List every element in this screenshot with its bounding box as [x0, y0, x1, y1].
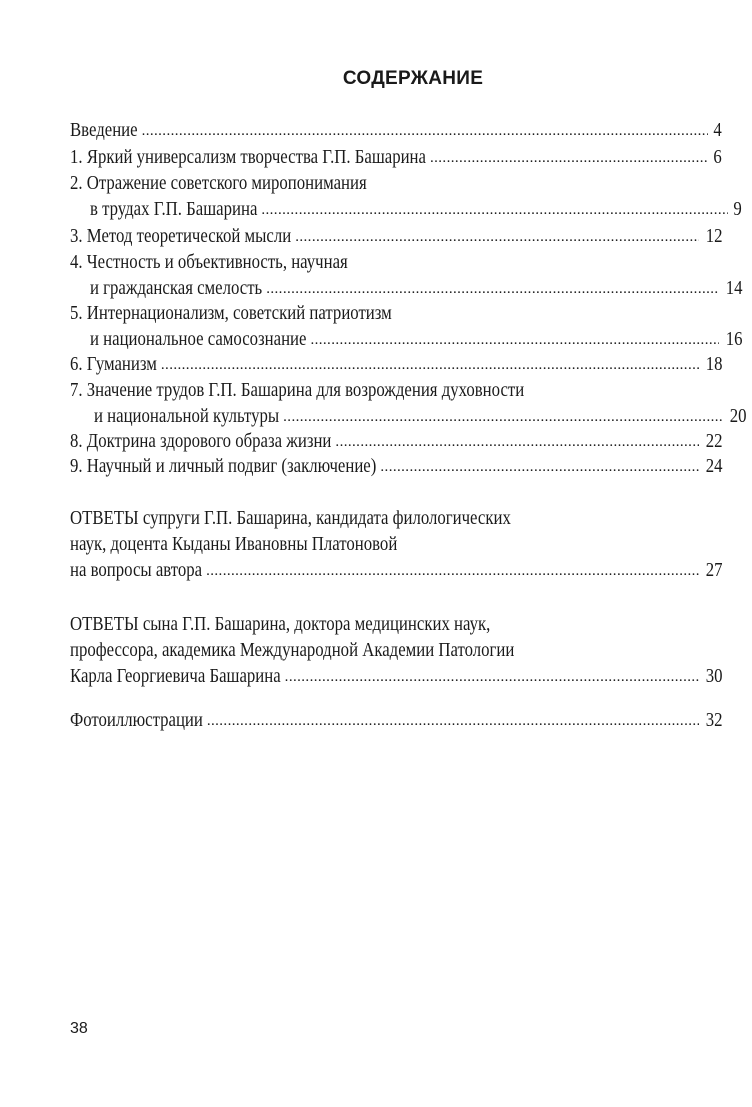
toc-entry-line [70, 224, 722, 250]
toc-entry-line [70, 404, 746, 430]
toc-entry-line [70, 250, 722, 276]
toc-entry-text: 4. Честность и объективность, научная [70, 252, 348, 273]
toc-page-number: 27 [705, 560, 722, 581]
dot-leader [283, 404, 722, 430]
toc-page-number: 16 [725, 329, 742, 350]
toc-entry-line [70, 378, 722, 404]
toc-entry-line [70, 708, 722, 734]
toc-page-number: 24 [705, 456, 722, 477]
toc-entry-text: 1. Яркий универсализм творчества Г.П. Башарина [70, 147, 426, 168]
toc-entry-text: 2. Отражение советского миропонимания [70, 173, 367, 194]
toc-entry-line [70, 532, 722, 558]
toc-entry-text: и национальное самосознание [90, 329, 307, 350]
toc-entry-text: 9. Научный и личный подвиг (заключение) [70, 456, 377, 477]
toc-entry-text: ОТВЕТЫ супруги Г.П. Башарина, кандидата филологических [70, 508, 511, 529]
dot-leader [161, 352, 699, 378]
toc-page-number: 6 [713, 147, 722, 168]
toc-entry-text: 7. Значение трудов Г.П. Башарина для возрождения духовности [70, 380, 525, 401]
dot-leader [285, 664, 699, 690]
toc-entry-line [70, 301, 722, 327]
dot-leader [206, 558, 698, 584]
toc-page-number: 4 [713, 120, 722, 141]
dot-leader [142, 118, 709, 144]
toc-entry-line [70, 276, 742, 302]
dot-leader [430, 145, 708, 171]
toc-entry-text: в трудах Г.П. Башарина [90, 199, 258, 220]
toc-entry-line [70, 145, 722, 171]
toc-entry-text: ОТВЕТЫ сына Г.П. Башарина, доктора медицинских наук, [70, 614, 491, 635]
toc-entry-line [70, 558, 722, 584]
toc-entry-text: и национальной культуры [94, 406, 280, 427]
toc-entry-line [70, 327, 742, 353]
toc-entry-text: Введение [70, 120, 138, 141]
toc-entry-text: 3. Метод теоретической мысли [70, 226, 292, 247]
toc-entry-line [70, 429, 722, 455]
toc-page-number: 20 [729, 406, 746, 427]
toc-entry-text: наук, доцента Кыданы Ивановны Платоновой [70, 534, 398, 555]
toc-entry-line [70, 197, 742, 223]
dot-leader [335, 429, 698, 455]
dot-leader [207, 708, 699, 734]
toc-entry-text: 8. Доктрина здорового образа жизни [70, 431, 332, 452]
toc-entry-line [70, 352, 722, 378]
toc-entry-line [70, 638, 722, 664]
toc-page-number: 30 [705, 666, 722, 687]
toc-entry-line [70, 664, 722, 690]
dot-leader [261, 197, 728, 223]
toc-entry-line [70, 612, 722, 638]
page-number: 38 [70, 1020, 88, 1037]
toc-page-number: 18 [705, 354, 722, 375]
dot-leader [380, 454, 698, 480]
toc-entry-text: Фотоиллюстрации [70, 710, 203, 731]
toc-page-number: 32 [705, 710, 722, 731]
toc-entry-text: на вопросы автора [70, 560, 203, 581]
toc-page-number: 14 [725, 278, 742, 299]
toc-entry-text: профессора, академика Международной Академии Патологии [70, 640, 515, 661]
toc-entry-text: 5. Интернационализм, советский патриотизм [70, 303, 392, 324]
toc-entry-line [70, 171, 722, 197]
toc-entry-text: Карла Георгиевича Башарина [70, 666, 281, 687]
toc-page-number: 9 [733, 199, 742, 220]
dot-leader [310, 327, 718, 353]
page-title: СОДЕРЖАНИЕ [342, 68, 484, 89]
toc-entry-text: 6. Гуманизм [70, 354, 157, 375]
toc-entry-line [70, 506, 722, 532]
toc-entry-text: и гражданская смелость [90, 278, 263, 299]
dot-leader [266, 276, 718, 302]
toc-entry-line [70, 454, 722, 480]
toc-page-number: 12 [705, 226, 722, 247]
toc-entry-line [70, 118, 722, 144]
dot-leader [295, 224, 698, 250]
toc-page-number: 22 [705, 431, 722, 452]
